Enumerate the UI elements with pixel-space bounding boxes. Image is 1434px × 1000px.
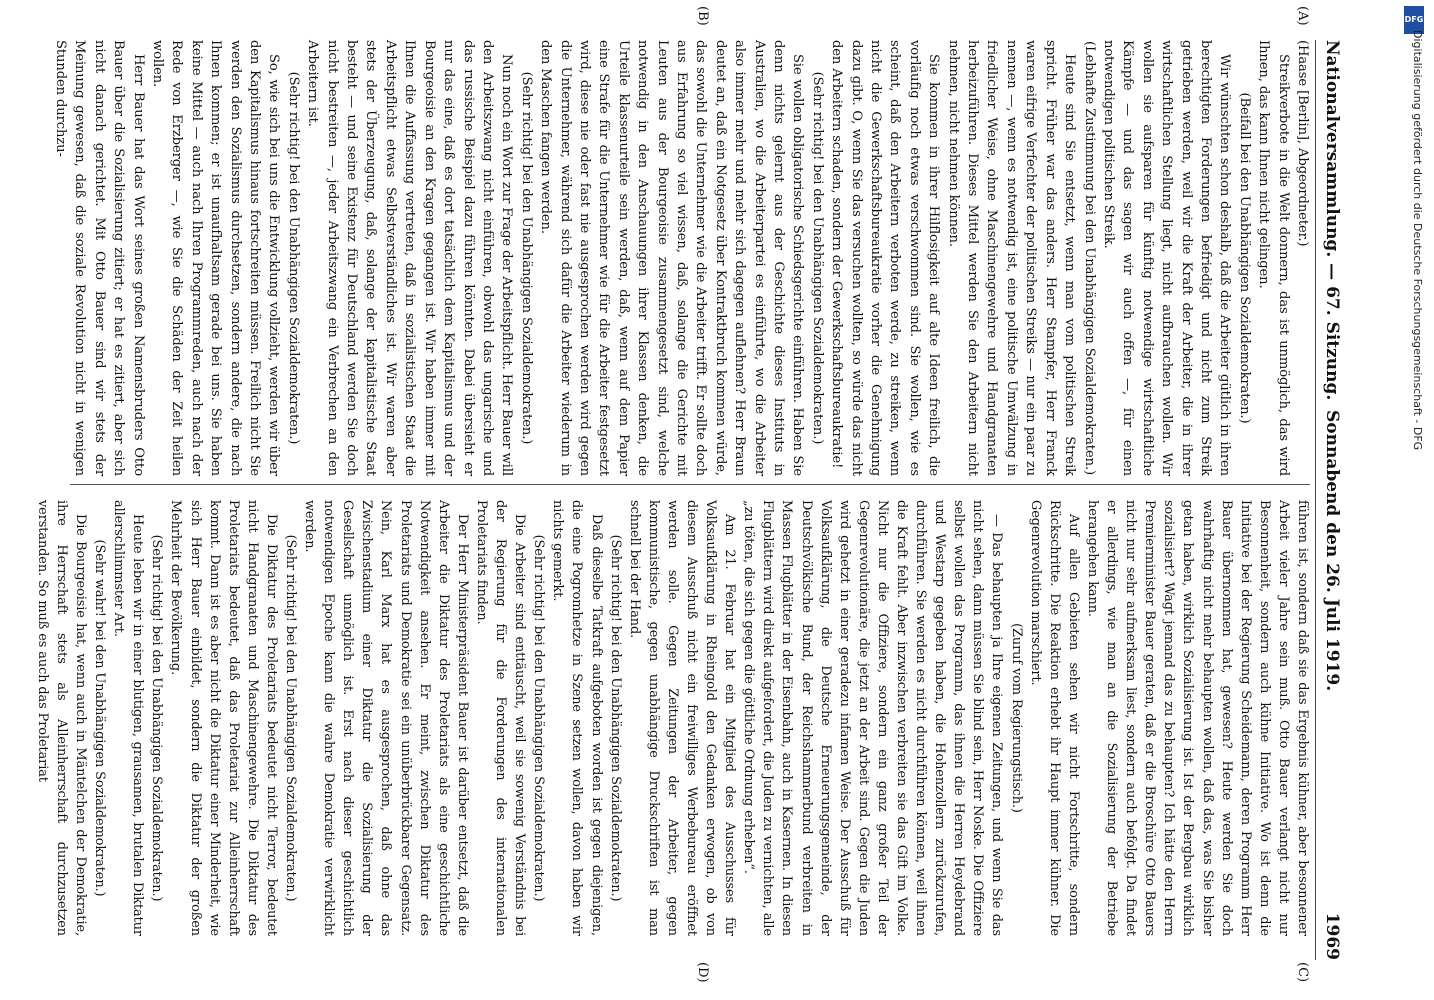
- page-header: [1310, 40, 1350, 960]
- interjection: (Zuruf vom Regierungstisch.): [1008, 623, 1024, 813]
- left-column: [51, 40, 1312, 476]
- paragraph: Daß dieselbe Tatkraft aufgeboten worden ist gegen diejenigen, die eine Pogromhetze in Szene setzen wollen, davon haben wir nichts gemerkt.: [550, 500, 604, 936]
- right-column: [33, 500, 1312, 936]
- paragraph: Auf allen Gebieten sehen wir nicht Fortschritte, sondern Rückschritte. Die Reaktion erhebt ihr Haupt immer kühner. Die Gegenrevolution marschiert.: [1027, 500, 1081, 936]
- margin-marker-b: (B): [695, 6, 710, 26]
- paragraph: Heute sind Sie entsetzt, wenn man vom politischen Streik spricht. Früher war das anders. Herr Stampfer, Herr Franck waren eifrige Verfechter der politischen Streiks — nur ein paar zu nennen —, wenn es notwendig ist, eine politische Umwälzung in friedlicher Weise, ohne Maschinengewehre und Handgranaten herbeizuführen. Dieses Mittel werden Sie den Arbeitern nicht nehmen, nicht nehmen können.: [945, 40, 1078, 476]
- paragraph: Die Diktatur des Proletariats bedeutet nicht Terror, bedeutet nicht Handgranaten und Maschinengewehre. Die Diktatur des Proletariats bedeutet, daß das Proletariat zur Alleinherrschaft kommt. Dann ist es aber nicht die Diktatur einer Minderheit, wie sich Herr Bauer einbildet, sondern die Diktatur der großen Mehrheit der Bevölkerung.: [168, 500, 279, 936]
- paragraph: Heute leben wir in einer blutigen, grausamen, brutalen Diktatur allerschlimmster Art.: [111, 500, 146, 936]
- interjection: (Beifall bei den Unabhängigen Sozialdemokraten.): [1236, 92, 1252, 424]
- digitisation-note-text: Digitalisierung gefördert durch die Deutsche Forschungsgemeinschaft - DFG: [1411, 30, 1424, 451]
- margin-marker-a: (A): [1295, 6, 1310, 26]
- paragraph: Herr Bauer hat das Wort seines großen Namensbruders Otto Bauer über die Sozialisierung zitiert; er hat es zitiert, aber sich nicht danach gerichtet. Mit Otto Bauer sind wir stets der Meinung gewesen, daß die soziale Revolution nicht in wenigen Stunden durchzu-: [53, 40, 146, 476]
- paragraph: Streikverbote in die Welt donnern, das ist unmöglich, das wird Ihnen, das kann Ihnen nicht gelingen.: [1256, 40, 1291, 476]
- paragraph: führen ist, sondern daß sie das Ergebnis kühner, aber besonnener Arbeit vieler Jahre sein muß. Otto Bauer verlangt nicht nur Besonnenheit, sondern auch kühne Initiative. Wo ist denn die Initiative bei der Regierung Scheidemann, deren Programm Herr Bauer übernommen hat, gewesen? Heute werden Sie doch wahrhaftig nicht mehr behaupten wollen, daß das, was Sie bisher getan haben, wirklich Sozialisierung ist. Ist der Bergbau wirklich sozialisiert? Wagt jemand das zu behaupten? Ich hätte den Herrn Premierminister Bauer geraten, daß er die Broschüre Otto Bauers nicht nur sehr aufmerksam liest, sondern auch befolgt. Da findet er allerdings, wie man an die Sozialisierung der Betriebe herangehen kann.: [1084, 500, 1310, 936]
- paragraph: Der Herr Ministerpräsident Bauer ist darüber entsetzt, daß die Arbeiter die Diktatur des Proletariats als eine geschichtliche Notwendigkeit ansehen. Er meint, zwischen Diktatur des Proletariats und Demokratie sei ein unüberbrückbarer Gegensatz. Nein, Karl Marx hat es ausgesprochen, daß ohne das Zwischenstadium einer Diktatur die Sozialisierung der Gesellschaft unmöglich ist. Erst nach dieser geschichtlich notwendigen Epoche kann die wahre Demokratie verwirklicht werden.: [302, 500, 470, 936]
- paragraph: Am 21. Februar hat ein Mitglied des Ausschusses für Volksaufklärung in Rheingold den Gedanken erwogen, ob von diesem Ausschuß nicht ein freiwilliges Werbebureau eröffnet werden solle. Gegen Zeitungen der Arbeiter, gegen kommunistische, gegen unabhängige Druckschriften ist man schnell bei der Hand.: [626, 500, 738, 936]
- interjection: (Sehr richtig! bei den Unabhängigen Sozialdemokraten.): [149, 534, 165, 902]
- column-divider: [70, 484, 1310, 485]
- interjection: (Sehr richtig! bei den Unabhängigen Sozialdemokraten.): [607, 534, 623, 902]
- paragraph: — Das behaupten ja Ihre eigenen Zeitungen, und wenn Sie das nicht sehen, dann müssen Sie blind sein, Herr Noske. Die Offiziere selbst wollen das Programm, das ihnen die Herren Heydebrand und Westarp gegeben haben, die Hohenzollern zurückzurufen, durchführen. Sie werden es nicht durchführen können, weil ihnen die Kraft fehlt. Aber inzwischen verbreiten sie das Gift im Volke. Nicht nur die Offiziere, sondern ein ganz großer Teil der Gegenrevolutionäre, die jetzt an der Arbeit sind. Gegen die Juden wird gehetzt in einer geradezu infamen Weise. Der Ausschuß für Volksaufklärung, die Deutsche Erneuerungsgemeinde, der Deutschvölkische Bund, der Reichshammerbund verbreiten in Massen Flugblätter in der Eisenbahn, auch in Kasernen. In diesen Flugblättern wird direkt aufgefordert, die Juden zu vernichten, alle „zu töten, die sich gegen die göttliche Ordnung erheben“.: [741, 500, 1005, 936]
- paragraph: Sie kommen in ihrer Hilflosigkeit auf alte Ideen freilich, die vorläufig noch etwas verschwommen sind. Sie wollen, wie es scheint, daß den Arbeitern verboten werde, zu streiken, wenn nicht die Gewerkschaftsbureaukratie vorher die Genehmigung dazu gibt. O, wenn Sie das versuchen wollten, so würde das nicht den Arbeitern schaden, sondern der Gewerkschaftsbureaukratie!: [829, 40, 942, 476]
- header-rule: [1315, 40, 1316, 960]
- interjection: (Sehr richtig! bei den Unabhängigen Sozialdemokraten.): [285, 71, 301, 445]
- header-date: Sonnabend den 26. Juli 1919.: [1322, 410, 1342, 692]
- dfg-logo: DFG: [1404, 6, 1424, 34]
- paragraph: So, wie sich bei uns die Entwicklung vollzieht, werden wir über den Kapitalismus hinaus fortschreiten müssen. Freilich nicht Sie werden den Sozialismus durchsetzen, sondern andere, die nach Ihnen kommen; er ist unaufhaltsam gerade bei uns. Sie haben keine Mittel — auch nach Ihren Programmreden, auch nach der Rede von Erzberger —, wie Sie die Schäden der Zeit heilen wollen.: [150, 40, 282, 476]
- interjection: (Sehr richtig! bei den Unabhängigen Sozialdemokraten.): [809, 71, 825, 445]
- paragraph: Die Arbeiter sind enttäuscht, weil sie sowenig Verständnis bei der Regierung für die Forderungen des internationalen Proletariats finden.: [473, 500, 528, 936]
- interjection: (Sehr richtig! bei den Unabhängigen Sozialdemokraten.): [531, 534, 547, 902]
- margin-marker-d: (D): [695, 962, 710, 983]
- digitisation-note: [1400, 30, 1430, 970]
- paragraph: Die Bourgeoisie hat, wenn auch in Mäntelchen der Demokratie, ihre Herrschaft stets als Alleinherrschaft durchzusetzen verstanden. So muß es auch das Proletariat: [34, 500, 88, 936]
- paragraph: Wir wünschten schon deshalb, daß die Arbeiter gütlich in ihren berechtigten Forderungen befriedigt und nicht zum Streik getrieben werden, weil wir die Kraft der Arbeiter, die in ihrer wirtschaftlichen Stellung liegt, nicht aufbrauchen wollen. Wir wollen sie aufsparen für künftig notwendige wirtschaftliche Kämpfe — und das sagen wir auch offen —, für einen notwendigen politischen Streik.: [1100, 40, 1233, 476]
- margin-marker-c: (C): [1295, 962, 1310, 983]
- page-number: 1969: [1322, 912, 1342, 960]
- interjection: (Sehr wahr! bei den Unabhängigen Sozialdemokraten.): [92, 539, 108, 897]
- header-left: Nationalversammlung. — 67. Sitzung.: [1322, 40, 1342, 401]
- paragraph: Sie wollen obligatorische Schiedsgerichte einführen. Haben Sie denn nichts gelernt aus der Geschichte dieses Instituts in Australien, wo die Arbeiterpartei es einführte, wo die Arbeiter also immer mehr und mehr sich dagegen auflehnen? Herr Braun deutet an, daß ein Notgesetz über Kontraktbruch kommen würde, das sowohl die Unternehmer wie die Arbeiter trifft. Er sollte doch aus Erfahrung so viel wissen, daß, solange die Gerichte mit Leuten aus der Bourgeoisie zusammengesetzt sind, welche notwendig in den Anschauungen ihrer Klassen denken, die Urteile klassenurteile sein werden, daß, wenn auf dem Papier eine Strafe für die Unternehmer wie für die Arbeiter festgesetzt wird, diese nie oder fast nie ausgesprochen werden wird gegen die Unternehmer, während sich dafür die Arbeiter wiederum in den Maschen fangen werden.: [538, 40, 806, 476]
- paragraph: Nun noch ein Wort zur Frage der Arbeitspflicht. Herr Bauer will den Arbeitszwang nicht einführen, obwohl das ungarische und das russische Beispiel dazu führen könnten. Dabei übersieht er nur das eine, daß es dort tatsächlich dem Kapitalismus und der Bourgeoisie an den Kragen gegangen ist. Wir haben immer mit Ihnen die Auffassung vertreten, daß in sozialistischen Staat die Arbeitspflicht etwas Selbstverständliches ist. Wir waren aber stets der Überzeugung, daß, solange der kapitalistische Staat besteht — und seine Existenz für Deutschland werden Sie doch nicht bestreiten —, jeder Arbeitszwang ein Verbrechen an den Arbeitern ist.: [305, 40, 515, 476]
- interjection: (Sehr richtig! bei den Unabhängigen Sozialdemokraten.): [518, 71, 534, 445]
- interjection: (Sehr richtig! bei den Unabhängigen Sozialdemokraten.): [283, 534, 299, 902]
- speaker-line: (Haase [Berlin], Abgeordneter.): [1295, 40, 1310, 247]
- interjection: (Lebhafte Zustimmung bei den Unabhängigen Sozialdemokraten.): [1081, 40, 1097, 476]
